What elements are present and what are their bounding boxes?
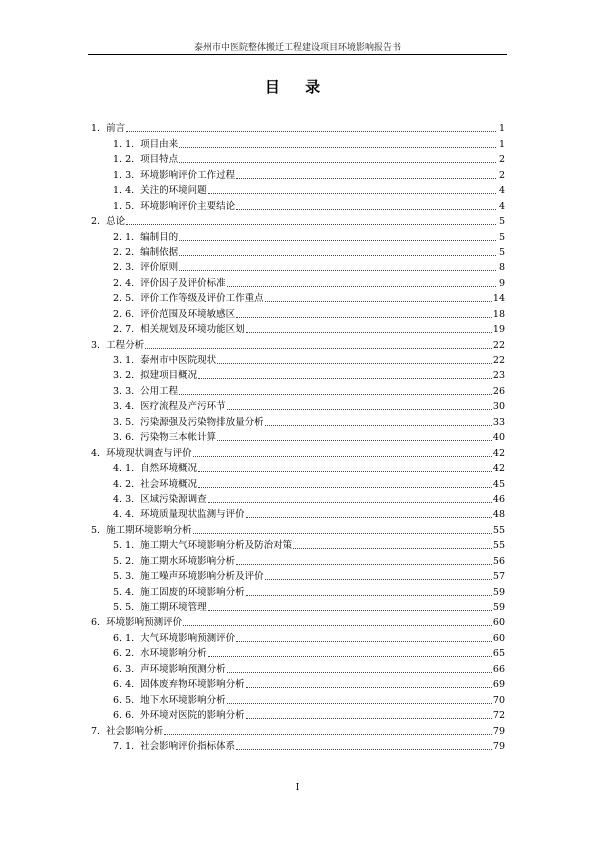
toc-entry[interactable] <box>91 722 505 737</box>
toc-entry-number: 1. 1. <box>113 138 135 150</box>
toc-entry-number: 4. <box>91 447 101 459</box>
toc-entry[interactable] <box>91 691 505 706</box>
toc-leader-dots <box>198 378 492 379</box>
toc-leader-dots <box>236 178 496 179</box>
toc-entry[interactable] <box>91 460 505 475</box>
toc-entry[interactable] <box>91 135 505 150</box>
toc-entry-page: 59 <box>492 586 505 598</box>
toc-entry-label: 大气环境影响预测评价 <box>140 632 236 644</box>
toc-entry-number: 6. 3. <box>113 663 135 675</box>
toc-entry-page: 60 <box>492 617 505 629</box>
toc-entry-page: 22 <box>492 355 505 366</box>
toc-entry-page: 2 <box>498 154 505 166</box>
toc-entry-label: 环境现状调查与评价 <box>106 447 192 459</box>
toc-entry[interactable] <box>91 398 505 413</box>
toc-entry-number: 5. 2. <box>113 555 135 567</box>
toc-entry-page: 5 <box>498 246 505 258</box>
toc-entry-label: 地下水环境影响分析 <box>140 694 226 706</box>
toc-entry-label: 水环境影响分析 <box>140 648 207 660</box>
toc-leader-dots <box>179 147 496 148</box>
toc-entry-page: 22 <box>492 339 505 351</box>
toc-entry-page: 79 <box>492 725 505 737</box>
toc-entry-label: 评价工作等级及评价工作重点 <box>140 293 264 305</box>
toc-entry-label: 自然环境概况 <box>140 463 198 475</box>
toc-entry-page: 9 <box>498 277 505 289</box>
toc-entry-page: 57 <box>492 571 505 583</box>
toc-entry-label: 固体废弃物环境影响分析 <box>140 679 245 691</box>
toc-entry-page: 2 <box>498 169 505 181</box>
toc-entry[interactable] <box>91 336 505 351</box>
running-header: 泰州市中医院整体搬迁工程建设项目环境影响报告书 <box>193 43 401 53</box>
toc-entry-label: 关注的环境问题 <box>140 185 207 197</box>
toc-leader-dots <box>246 687 492 688</box>
toc-entry-label: 施工期大气环境影响分析及防治对策 <box>140 540 293 552</box>
toc-entry-number: 3. <box>91 339 101 351</box>
toc-entry-number: 4. 2. <box>113 478 135 490</box>
toc-entry[interactable] <box>91 151 505 166</box>
toc-entry-label: 编制目的 <box>140 231 179 243</box>
toc-entry-label: 社会环境概况 <box>140 478 198 490</box>
toc-entry[interactable] <box>91 521 505 536</box>
toc-leader-dots <box>183 625 492 626</box>
toc-entry-page: 26 <box>492 385 505 397</box>
toc-entry-number: 6. 5. <box>113 694 135 706</box>
toc-entry[interactable] <box>91 321 505 336</box>
toc-leader-dots <box>179 162 496 163</box>
toc-entry-label: 外环境对医院的影响分析 <box>140 710 245 722</box>
toc-entry[interactable] <box>91 166 505 181</box>
toc-leader-dots <box>246 718 492 719</box>
toc-entry-number: 2. <box>91 216 101 228</box>
toc-entry[interactable] <box>91 738 505 753</box>
toc-leader-dots <box>126 224 496 225</box>
toc-entry[interactable] <box>91 583 505 598</box>
toc-entry[interactable] <box>91 290 505 305</box>
toc-leader-dots <box>227 672 492 673</box>
toc-entry-label: 社会影响分析 <box>106 725 164 737</box>
toc-entry-label: 污染源强及污染物排放量分析 <box>140 416 264 428</box>
table-of-contents <box>91 120 505 753</box>
toc-leader-dots <box>179 240 496 241</box>
toc-entry-label: 社会影响评价指标体系 <box>140 740 236 752</box>
toc-entry-page: 72 <box>492 710 505 722</box>
toc-entry-label: 项目特点 <box>140 154 179 166</box>
toc-entry[interactable] <box>91 614 505 629</box>
page-number: I <box>295 783 300 793</box>
toc-entry-label: 环境影响评价工作过程 <box>140 169 236 181</box>
toc-leader-dots <box>164 734 492 735</box>
toc-leader-dots <box>236 749 492 750</box>
toc-entry-page: 55 <box>492 540 505 552</box>
toc-entry-number: 3. 6. <box>113 432 135 444</box>
toc-entry-label: 评价原则 <box>140 262 179 274</box>
toc-entry-label: 公用工程 <box>140 385 179 397</box>
toc-leader-dots <box>193 456 492 457</box>
toc-entry-page: 5 <box>498 216 505 228</box>
toc-entry-page: 70 <box>492 694 505 706</box>
toc-leader-dots <box>265 301 492 302</box>
toc-leader-dots <box>236 317 492 318</box>
toc-entry-label: 施工期环境影响分析 <box>106 524 192 536</box>
toc-entry-page: 40 <box>492 432 505 444</box>
toc-entry-page: 56 <box>492 555 505 567</box>
toc-entry-label: 施工噪声环境影响分析及评价 <box>140 571 264 583</box>
toc-entry-page: 46 <box>492 493 505 505</box>
toc-entry-label: 施工期水环境影响分析 <box>140 555 236 567</box>
toc-entry-label: 施工期环境管理 <box>140 602 207 613</box>
toc-entry-number: 5. 1. <box>113 540 135 552</box>
toc-entry-number: 3. 5. <box>113 416 135 428</box>
toc-leader-dots <box>179 255 496 256</box>
toc-entry[interactable] <box>91 120 505 135</box>
toc-entry-number: 3. 2. <box>113 370 135 382</box>
toc-entry-label: 医疗流程及产污环节 <box>140 401 226 413</box>
toc-entry-number: 6. <box>91 617 101 629</box>
toc-leader-dots <box>126 131 496 132</box>
toc-entry-number: 3. 1. <box>113 355 135 366</box>
toc-entry-label: 拟建项目概况 <box>140 370 198 382</box>
toc-entry-number: 1. 2. <box>113 154 135 166</box>
toc-entry-number: 5. 5. <box>113 602 135 613</box>
toc-entry[interactable] <box>91 568 505 583</box>
toc-entry[interactable] <box>91 274 505 289</box>
toc-entry-label: 项目由来 <box>140 138 179 150</box>
toc-entry[interactable] <box>91 491 505 506</box>
toc-entry-number: 3. 3. <box>113 385 135 397</box>
toc-entry[interactable] <box>91 707 505 722</box>
toc-entry-number: 1. 5. <box>113 200 135 212</box>
toc-entry-label: 泰州市中医院现状 <box>140 355 217 366</box>
toc-entry[interactable] <box>91 367 505 382</box>
toc-entry[interactable] <box>91 213 505 228</box>
toc-entry-page: 30 <box>492 401 505 413</box>
toc-entry-page: 65 <box>492 648 505 660</box>
toc-entry-page: 4 <box>498 185 505 197</box>
toc-leader-dots <box>198 471 492 472</box>
toc-entry-label: 工程分析 <box>106 339 145 351</box>
toc-entry[interactable] <box>91 552 505 567</box>
toc-entry-label: 施工固废的环境影响分析 <box>140 586 245 598</box>
toc-entry-number: 2. 3. <box>113 262 135 274</box>
toc-leader-dots <box>246 517 492 518</box>
toc-leader-dots <box>227 286 496 287</box>
toc-entry-label: 相关规划及环境功能区划 <box>140 324 245 336</box>
toc-entry-number: 2. 5. <box>113 293 135 305</box>
toc-entry-number: 4. 1. <box>113 463 135 475</box>
toc-entry-page: 66 <box>492 663 505 675</box>
toc-entry-label: 声环境影响预测分析 <box>140 663 226 675</box>
toc-entry-label: 总论 <box>106 216 126 228</box>
toc-leader-dots <box>198 487 492 488</box>
toc-entry-number: 6. 1. <box>113 632 135 644</box>
toc-entry-label: 前言 <box>106 123 126 135</box>
toc-leader-dots <box>217 363 492 364</box>
toc-entry[interactable] <box>91 444 505 459</box>
toc-entry[interactable] <box>91 352 505 367</box>
toc-entry-page: 18 <box>492 308 505 320</box>
toc-leader-dots <box>265 425 492 426</box>
toc-entry[interactable] <box>91 413 505 428</box>
toc-entry[interactable] <box>91 244 505 259</box>
toc-entry[interactable] <box>91 506 505 521</box>
toc-entry-label: 区域污染源调查 <box>140 493 207 505</box>
toc-entry-number: 1. <box>91 123 101 135</box>
toc-entry-page: 59 <box>492 602 505 613</box>
toc-entry-label: 环境质量现状监测与评价 <box>140 509 245 521</box>
toc-entry[interactable] <box>91 599 505 614</box>
header-rule <box>88 54 507 55</box>
toc-entry-page: 19 <box>492 324 505 336</box>
toc-leader-dots <box>246 595 492 596</box>
toc-entry-number: 4. 4. <box>113 509 135 521</box>
toc-entry-page: 69 <box>492 679 505 691</box>
toc-entry-page: 42 <box>492 447 505 459</box>
toc-entry-page: 45 <box>492 478 505 490</box>
toc-entry[interactable] <box>91 197 505 212</box>
toc-entry-page: 4 <box>498 200 505 212</box>
toc-entry[interactable] <box>91 305 505 320</box>
toc-entry-number: 7. <box>91 725 101 737</box>
toc-entry[interactable] <box>91 629 505 644</box>
toc-entry-page: 23 <box>492 370 505 382</box>
toc-entry[interactable] <box>91 537 505 552</box>
toc-title: 目 录 <box>264 78 331 96</box>
toc-leader-dots <box>208 502 492 503</box>
toc-leader-dots <box>217 440 492 441</box>
toc-entry-label: 编制依据 <box>140 246 179 258</box>
toc-leader-dots <box>208 610 492 611</box>
toc-entry-number: 5. 3. <box>113 571 135 583</box>
toc-entry-number: 6. 6. <box>113 710 135 722</box>
toc-leader-dots <box>265 579 492 580</box>
toc-entry-number: 2. 2. <box>113 246 135 258</box>
toc-entry[interactable] <box>91 676 505 691</box>
toc-entry-page: 55 <box>492 524 505 536</box>
toc-leader-dots <box>293 548 492 549</box>
toc-entry-label: 环境影响预测评价 <box>106 617 183 629</box>
toc-entry-number: 2. 4. <box>113 277 135 289</box>
toc-entry-number: 2. 1. <box>113 231 135 243</box>
toc-entry-label: 评价因子及评价标准 <box>140 277 226 289</box>
toc-entry-page: 8 <box>498 262 505 274</box>
toc-entry-number: 2. 7. <box>113 324 135 336</box>
toc-entry-page: 5 <box>498 231 505 243</box>
toc-entry-page: 42 <box>492 463 505 475</box>
toc-leader-dots <box>179 270 496 271</box>
toc-entry-number: 3. 4. <box>113 401 135 413</box>
toc-entry[interactable] <box>91 228 505 243</box>
toc-leader-dots <box>145 348 492 349</box>
toc-entry-page: 1 <box>498 123 505 135</box>
toc-leader-dots <box>208 193 496 194</box>
toc-entry-page: 79 <box>492 740 505 752</box>
toc-entry[interactable] <box>91 660 505 675</box>
toc-entry-number: 1. 4. <box>113 185 135 197</box>
toc-leader-dots <box>236 564 492 565</box>
toc-entry-page: 14 <box>492 293 505 305</box>
toc-entry-page: 1 <box>498 138 505 150</box>
toc-entry-label: 环境影响评价主要结论 <box>140 200 236 212</box>
toc-entry-number: 6. 4. <box>113 679 135 691</box>
toc-entry-page: 48 <box>492 509 505 521</box>
toc-leader-dots <box>193 533 492 534</box>
toc-entry[interactable] <box>91 382 505 397</box>
toc-entry-number: 5. 4. <box>113 586 135 598</box>
toc-entry-number: 7. 1. <box>113 740 135 752</box>
toc-entry-label: 评价范围及环境敏感区 <box>140 308 236 320</box>
toc-leader-dots <box>227 703 492 704</box>
toc-entry-number: 2. 6. <box>113 308 135 320</box>
toc-entry-page: 60 <box>492 632 505 644</box>
toc-entry[interactable] <box>91 475 505 490</box>
toc-entry-page: 33 <box>492 416 505 428</box>
toc-entry-number: 4. 3. <box>113 493 135 505</box>
toc-leader-dots <box>208 656 492 657</box>
toc-entry-number: 5. <box>91 524 101 536</box>
toc-entry[interactable] <box>91 182 505 197</box>
toc-leader-dots <box>236 641 492 642</box>
toc-entry-label: 污染物三本帐计算 <box>140 432 217 444</box>
toc-leader-dots <box>236 209 496 210</box>
toc-entry-number: 1. 3. <box>113 169 135 181</box>
toc-leader-dots <box>227 409 492 410</box>
toc-leader-dots <box>246 332 492 333</box>
toc-entry[interactable] <box>91 645 505 660</box>
toc-entry[interactable] <box>91 429 505 444</box>
toc-entry-number: 6. 2. <box>113 648 135 660</box>
toc-leader-dots <box>179 394 492 395</box>
toc-entry[interactable] <box>91 259 505 274</box>
